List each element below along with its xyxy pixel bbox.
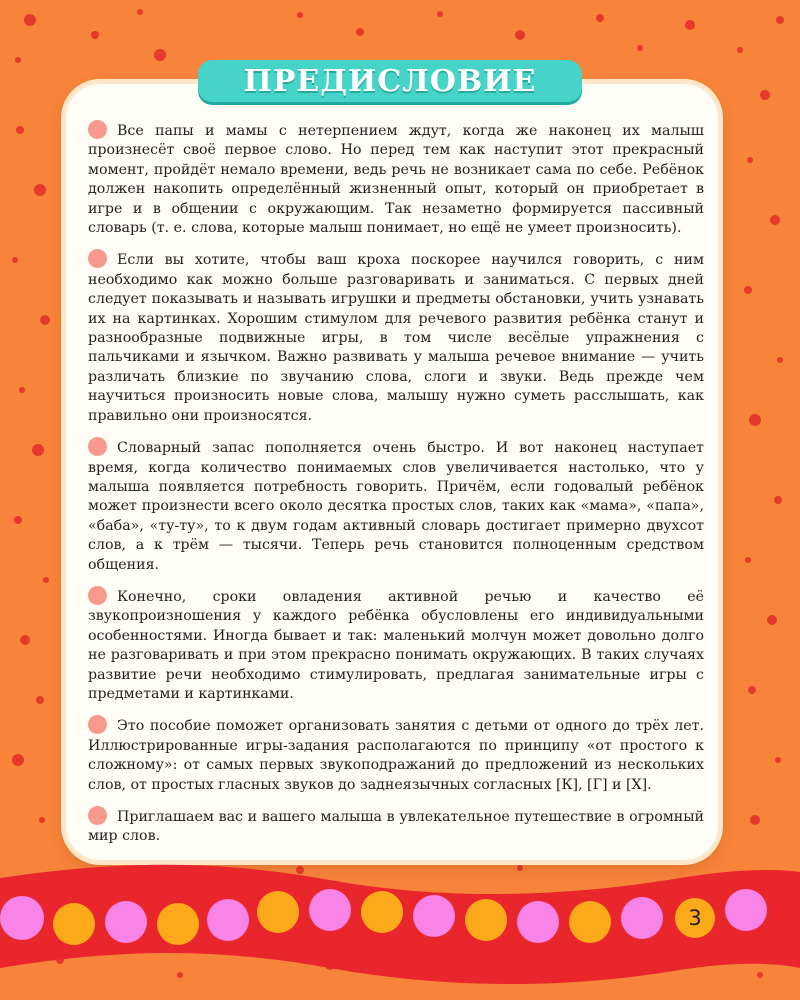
page-title: ПРЕДИСЛОВИЕ bbox=[243, 63, 537, 99]
bullet-dot-icon bbox=[88, 437, 107, 456]
preface-text bbox=[88, 120, 704, 858]
title-banner bbox=[198, 60, 582, 102]
paragraph: Конечно, сроки овладения активной речью и качество её звукопроизношения у каждого ребёнка обусловлены его индивидуальными особенностями. Иногда бывает и так: маленький молчун может довольно долго не разговаривать и при этом прекрасно понимать окружающих. В таких случаях развитие речи необходимо стимулировать, предлагая занимательные игры с предметами и картинками. bbox=[88, 586, 704, 704]
paragraph: Если вы хотите, чтобы ваш кроха поскорее научился говорить, с ним необходимо как можно больше разговаривать и заниматься. С первых дней следует показывать и называть игрушки и предметы обстановки, учить узнавать их на картинках. Хорошим стимулом для речевого развития ребёнка станут и разнообразные подвижные игры, в том числе весёлые упражнения с пальчиками и язычком. Важно развивать у малыша речевое внимание — учить различать близкие по звучанию слова, слоги и звуки. Ведь прежде чем научиться произносить новые слова, малышу нужно суметь расслышать, как правильно они произносятся. bbox=[88, 249, 704, 426]
bullet-dot-icon bbox=[88, 806, 107, 825]
bullet-dot-icon bbox=[88, 715, 107, 734]
page-number: 3 bbox=[675, 898, 715, 938]
paragraph: Словарный запас пополняется очень быстро. И вот наконец наступает время, когда количество понимаемых слов увеличивается настолько, что у малыша появляется потребность говорить. Причём, если годовалый ребёнок может произнести всего около десятка простых слов, таких как «мама», «папа», «баба», «ту-ту», то к двум годам активный словарь достигает примерно двухсот слов, а к трём — тысячи. Теперь речь становится полноценным средством общения. bbox=[88, 437, 704, 575]
paragraph: Это пособие поможет организовать занятия с детьми от одного до трёх лет. Иллюстрированные игры-задания располагаются по принципу «от простого к сложному»: от самых первых звукоподражаний до предложений из нескольких слов, от простых гласных звуков до заднеязычных согласных [К], [Г] и [Х]. bbox=[88, 715, 704, 795]
paragraph: Все папы и мамы с нетерпением ждут, когда же наконец их малыш произнесёт своё первое слово. Но перед тем как наступит этот прекрасный момент, пройдёт немало времени, ведь речь не возникает сама по себе. Ребёнок должен накопить определённый жизненный опыт, который он приобретает в игре и в общении с окружающим. Так незаметно формируется пассивный словарь (т. е. слова, которые малыш понимает, но ещё не умеет произносить). bbox=[88, 120, 704, 238]
bullet-dot-icon bbox=[88, 586, 107, 605]
bullet-dot-icon bbox=[88, 249, 107, 268]
bullet-dot-icon bbox=[88, 120, 107, 139]
paragraph: Приглашаем вас и вашего малыша в увлекательное путешествие в огромный мир слов. bbox=[88, 806, 704, 847]
